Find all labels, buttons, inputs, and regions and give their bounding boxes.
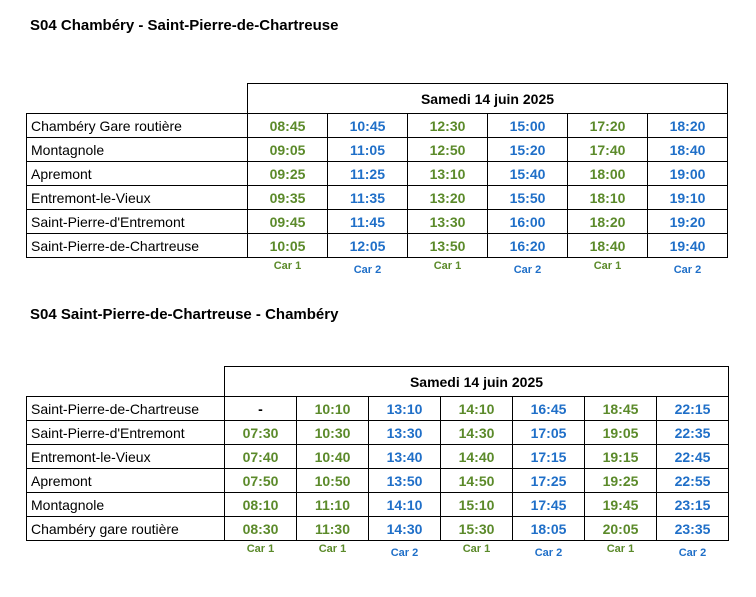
- departure-time: 07:40: [225, 445, 297, 469]
- date-header: Samedi 14 juin 2025: [248, 84, 728, 114]
- departure-time: 11:25: [328, 162, 408, 186]
- departure-time: 22:45: [657, 445, 729, 469]
- header-row: [27, 367, 729, 397]
- departure-time: 19:10: [648, 186, 728, 210]
- header-blank: [27, 84, 248, 114]
- departure-time: 08:45: [248, 114, 328, 138]
- departure-time: 07:30: [225, 421, 297, 445]
- table-row: [27, 445, 729, 469]
- departure-time: 10:30: [297, 421, 369, 445]
- table-row: [27, 421, 729, 445]
- departure-time: 18:40: [568, 234, 648, 258]
- departure-time: 18:40: [648, 138, 728, 162]
- car-label: Car 2: [390, 547, 419, 559]
- departure-time: 23:35: [657, 517, 729, 541]
- table-row: [27, 493, 729, 517]
- stop-name: Montagnole: [27, 138, 248, 162]
- departure-time: 13:30: [369, 421, 441, 445]
- car-labels-row: [27, 541, 729, 568]
- departure-time: 19:20: [648, 210, 728, 234]
- table-row: [27, 138, 728, 162]
- departure-time: 17:20: [568, 114, 648, 138]
- stop-name: Apremont: [27, 162, 248, 186]
- departure-time: 23:15: [657, 493, 729, 517]
- departure-time: 14:30: [441, 421, 513, 445]
- car-labels-blank: [27, 541, 225, 568]
- departure-time: 19:45: [585, 493, 657, 517]
- departure-time: 15:40: [488, 162, 568, 186]
- departure-time: 13:50: [369, 469, 441, 493]
- departure-time: 18:20: [568, 210, 648, 234]
- car-labels-row: [27, 258, 728, 285]
- stop-name: Chambéry Gare routière: [27, 114, 248, 138]
- departure-time: 17:25: [513, 469, 585, 493]
- departure-time: 15:00: [488, 114, 568, 138]
- departure-time: 11:45: [328, 210, 408, 234]
- departure-time: 10:10: [297, 397, 369, 421]
- stop-name: Saint-Pierre-d'Entremont: [27, 421, 225, 445]
- departure-time: 08:30: [225, 517, 297, 541]
- car-labels-blank: [27, 258, 248, 285]
- departure-time: 18:20: [648, 114, 728, 138]
- car-label: Car 1: [593, 260, 622, 272]
- departure-time: 09:45: [248, 210, 328, 234]
- departure-time: 12:05: [328, 234, 408, 258]
- car-label: Car 1: [433, 260, 462, 272]
- stop-name: Montagnole: [27, 493, 225, 517]
- departure-time: 13:50: [408, 234, 488, 258]
- departure-time: 07:50: [225, 469, 297, 493]
- table-row: [27, 469, 729, 493]
- stop-name: Saint-Pierre-d'Entremont: [27, 210, 248, 234]
- departure-time: 22:55: [657, 469, 729, 493]
- stop-name: Saint-Pierre-de-Chartreuse: [27, 234, 248, 258]
- departure-time: 08:10: [225, 493, 297, 517]
- departure-time: 22:35: [657, 421, 729, 445]
- header-row: [27, 84, 728, 114]
- stop-name: Chambéry gare routière: [27, 517, 225, 541]
- departure-time: 18:00: [568, 162, 648, 186]
- stop-name: Apremont: [27, 469, 225, 493]
- section-title-outbound: S04 Chambéry - Saint-Pierre-de-Chartreuse: [30, 17, 339, 34]
- departure-time: 13:20: [408, 186, 488, 210]
- stop-name: Entremont-le-Vieux: [27, 186, 248, 210]
- departure-time: 09:05: [248, 138, 328, 162]
- table-row: [27, 397, 729, 421]
- car-label: Car 2: [353, 264, 382, 276]
- car-label: Car 1: [462, 543, 491, 555]
- section-title-return: S04 Saint-Pierre-de-Chartreuse - Chambéry: [30, 306, 339, 323]
- departure-time: 11:05: [328, 138, 408, 162]
- departure-time: 19:40: [648, 234, 728, 258]
- car-label: Car 2: [513, 264, 542, 276]
- departure-time: 10:40: [297, 445, 369, 469]
- date-header: Samedi 14 juin 2025: [225, 367, 729, 397]
- departure-time: 18:10: [568, 186, 648, 210]
- departure-time: 14:10: [369, 493, 441, 517]
- header-blank: [27, 367, 225, 397]
- departure-time: 13:10: [369, 397, 441, 421]
- car-label: Car 1: [606, 543, 635, 555]
- departure-time: 11:35: [328, 186, 408, 210]
- departure-time: 10:50: [297, 469, 369, 493]
- table-row: [27, 114, 728, 138]
- departure-time: 14:30: [369, 517, 441, 541]
- car-label: Car 2: [678, 547, 707, 559]
- departure-time: 11:10: [297, 493, 369, 517]
- stop-name: Entremont-le-Vieux: [27, 445, 225, 469]
- departure-time: 17:05: [513, 421, 585, 445]
- timetable-return: [26, 366, 729, 567]
- table-row: [27, 234, 728, 258]
- departure-time: 19:00: [648, 162, 728, 186]
- departure-time: 20:05: [585, 517, 657, 541]
- departure-time: 16:20: [488, 234, 568, 258]
- departure-time: 12:30: [408, 114, 488, 138]
- table-row: [27, 210, 728, 234]
- departure-time: 18:05: [513, 517, 585, 541]
- departure-time: 13:10: [408, 162, 488, 186]
- car-label: Car 2: [534, 547, 563, 559]
- stop-name: Saint-Pierre-de-Chartreuse: [27, 397, 225, 421]
- car-label: Car 1: [246, 543, 275, 555]
- timetable-outbound: [26, 83, 728, 284]
- departure-time: 15:10: [441, 493, 513, 517]
- departure-time: 22:15: [657, 397, 729, 421]
- departure-time: 13:30: [408, 210, 488, 234]
- car-label: Car 2: [673, 264, 702, 276]
- departure-time: 14:40: [441, 445, 513, 469]
- table-row: [27, 517, 729, 541]
- table-row: [27, 162, 728, 186]
- departure-time: 15:20: [488, 138, 568, 162]
- departure-time: 15:50: [488, 186, 568, 210]
- departure-time: 17:15: [513, 445, 585, 469]
- departure-time: -: [225, 397, 297, 421]
- departure-time: 10:45: [328, 114, 408, 138]
- departure-time: 18:45: [585, 397, 657, 421]
- departure-time: 17:40: [568, 138, 648, 162]
- departure-time: 14:50: [441, 469, 513, 493]
- departure-time: 09:25: [248, 162, 328, 186]
- departure-time: 15:30: [441, 517, 513, 541]
- car-label: Car 1: [318, 543, 347, 555]
- table-row: [27, 186, 728, 210]
- departure-time: 19:25: [585, 469, 657, 493]
- departure-time: 19:15: [585, 445, 657, 469]
- departure-time: 19:05: [585, 421, 657, 445]
- departure-time: 17:45: [513, 493, 585, 517]
- departure-time: 09:35: [248, 186, 328, 210]
- departure-time: 10:05: [248, 234, 328, 258]
- departure-time: 14:10: [441, 397, 513, 421]
- departure-time: 11:30: [297, 517, 369, 541]
- departure-time: 12:50: [408, 138, 488, 162]
- departure-time: 16:00: [488, 210, 568, 234]
- car-label: Car 1: [273, 260, 302, 272]
- departure-time: 13:40: [369, 445, 441, 469]
- departure-time: 16:45: [513, 397, 585, 421]
